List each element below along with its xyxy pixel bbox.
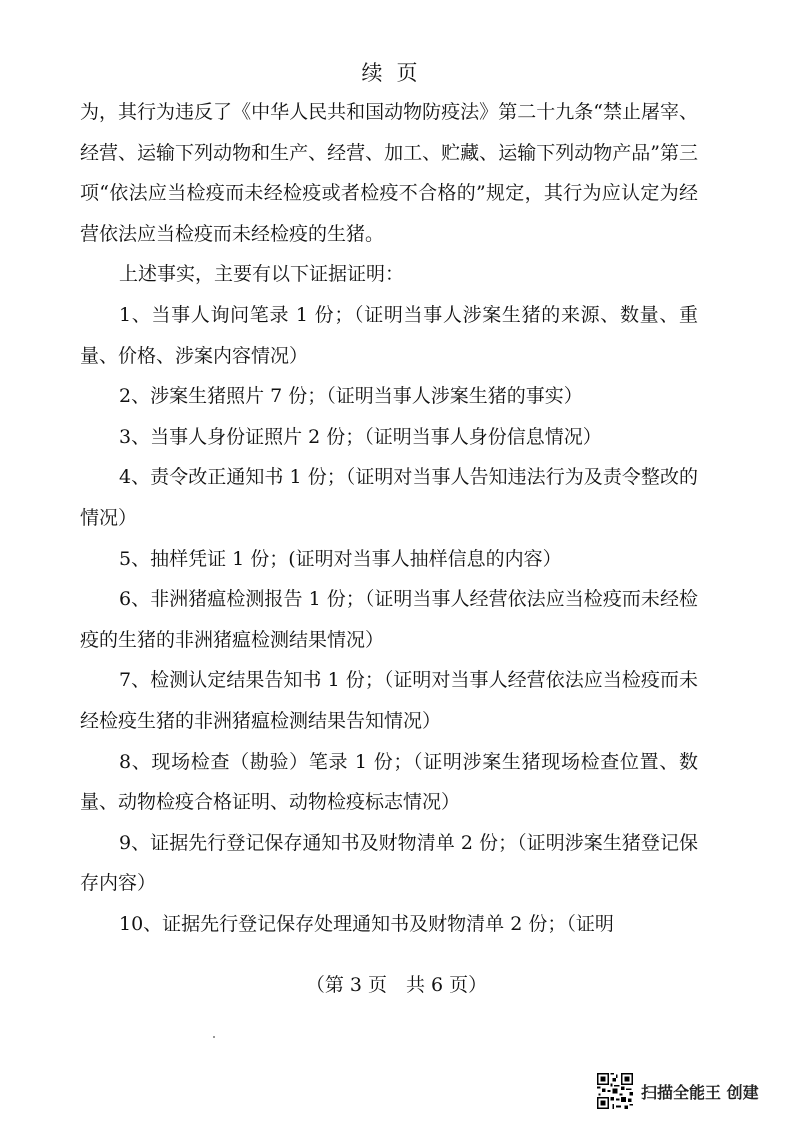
evidence-item-9: 9、证据先行登记保存通知书及财物清单 2 份；（证明涉案生猪登记保存内容） (80, 831, 698, 895)
watermark-text: 扫描全能王 创建 (641, 1082, 759, 1102)
scanner-watermark (597, 1071, 759, 1111)
document-body (80, 92, 698, 944)
evidence-item-4: 4、责令改正通知书 1 份；（证明对当事人告知违法行为及责令整改的情况） (80, 466, 698, 529)
paragraph-evidence-intro: 上述事实，主要有以下证据证明： (119, 263, 405, 286)
evidence-item-5: 5、抽样凭证 1 份；(证明对当事人抽样信息的内容） (119, 547, 562, 570)
evidence-item-3: 3、当事人身份证照片 2 份；（证明当事人身份信息情况） (119, 425, 602, 448)
evidence-item-1: 1、当事人询问笔录 1 份；（证明当事人涉案生猪的来源、数量、重量、价格、涉案内容情况） (80, 303, 698, 367)
evidence-item-10: 10、证据先行登记保存处理通知书及财物清单 2 份；（证明 (119, 912, 614, 935)
evidence-item-2: 2、涉案生猪照片 7 份；（证明当事人涉案生猪的事实） (119, 385, 583, 408)
evidence-item-7: 7、检测认定结果告知书 1 份；（证明对当事人经营依法应当检疫而未经检疫生猪的非洲猪瘟检测结果告知情况） (80, 669, 698, 732)
page-title: 续页 (361, 61, 432, 85)
qr-code-icon (597, 1073, 633, 1109)
evidence-item-6: 6、非洲猪瘟检测报告 1 份；（证明当事人经营依法应当检疫而未经检疫的生猪的非洲猪瘟检测结果情况） (80, 588, 698, 651)
evidence-item-8: 8、现场检查（勘验）笔录 1 份；（证明涉案生猪现场检查位置、数量、动物检疫合格证明、动物检疫标志情况） (80, 750, 698, 814)
page-number: （第 3 页 共 6 页） (305, 974, 488, 996)
paragraph-continuation: 为，其行为违反了《中华人民共和国动物防疫法》第二十九条“禁止屠宰、经营、运输下列动物和生产、经营、加工、贮藏、运输下列动物产品”第三项“依法应当检疫而未经检疫或者检疫不合格的”规定，其行为应认定为经营依法应当检疫而未经检疫的生猪。 (80, 101, 698, 245)
scan-speck (213, 1036, 215, 1038)
